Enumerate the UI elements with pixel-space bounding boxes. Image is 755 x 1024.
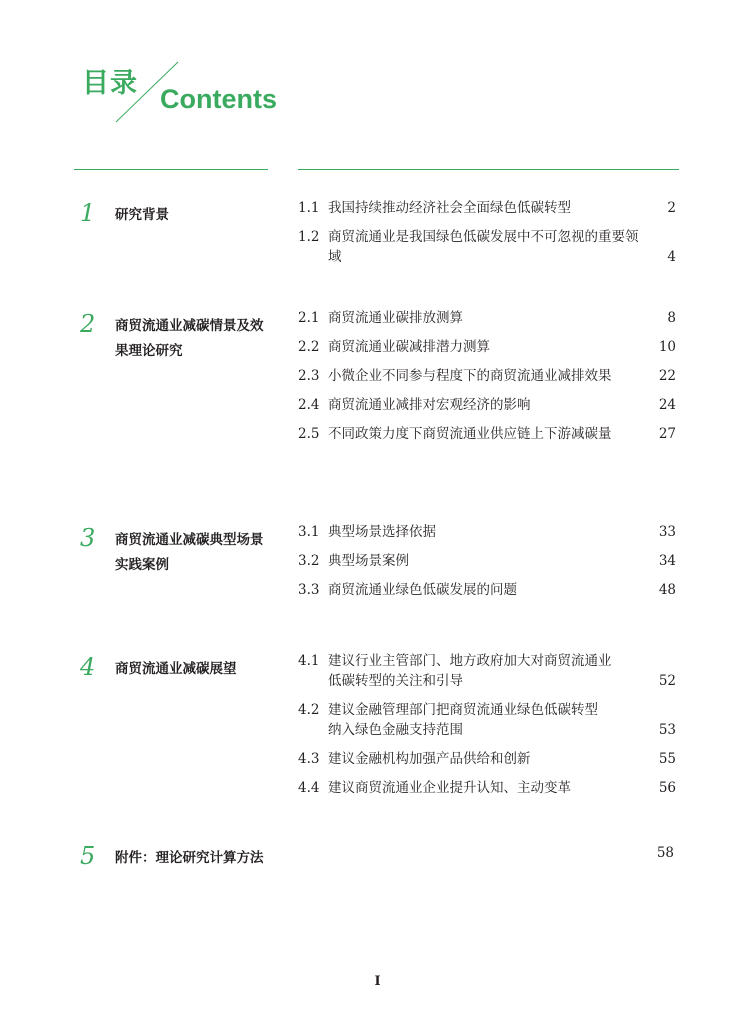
chapter-title: 附件：理论研究计算方法	[115, 850, 264, 866]
chapter-title: 商贸流通业减碳典型场景实践案例	[115, 532, 264, 573]
section-title: 商贸流通业碳排放测算	[328, 310, 463, 326]
section-title-line1: 建议行业主管部门、地方政府加大对商贸流通业	[328, 653, 612, 669]
chapter-1-sections	[298, 198, 676, 276]
section-number: 2.1	[298, 310, 320, 326]
page-number: 52	[658, 673, 676, 689]
section-title-line2: 纳入绿色金融支持范围	[328, 722, 463, 738]
chapter-3-sections	[298, 522, 676, 609]
section-number: 4.3	[298, 751, 320, 767]
chapter-title: 商贸流通业减碳情景及效果理论研究	[115, 318, 264, 359]
page-number: 27	[658, 426, 676, 442]
page-number: 8	[667, 310, 676, 326]
section-number: 3.3	[298, 582, 320, 598]
chapter-title: 商贸流通业减碳展望	[115, 661, 237, 677]
toc-entry[interactable]	[298, 749, 676, 769]
section-number: 3.2	[298, 553, 320, 569]
title-chinese: 目录	[82, 68, 138, 99]
page-number: 24	[658, 397, 676, 413]
section-number: 4.2	[298, 702, 320, 718]
section-title: 我国持续推动经济社会全面绿色低碳转型	[328, 200, 571, 216]
page-number: 58	[656, 845, 674, 861]
chapter-4-sections	[298, 651, 676, 807]
toc-entry[interactable]	[298, 227, 676, 267]
section-title: 商贸流通业是我国绿色低碳发展中不可忽视的重要领域	[328, 229, 639, 265]
toc-entry[interactable]	[298, 580, 676, 600]
section-title: 不同政策力度下商贸流通业供应链上下游减碳量	[328, 426, 612, 442]
toc-entry[interactable]	[298, 778, 676, 798]
toc-entry[interactable]	[298, 198, 676, 218]
toc-entry[interactable]	[298, 395, 676, 415]
section-number: 3.1	[298, 524, 320, 540]
page-number: 33	[658, 524, 676, 540]
chapter-number: 2	[80, 310, 96, 338]
section-title: 建议金融机构加强产品供给和创新	[328, 751, 531, 767]
page-number: 34	[658, 553, 676, 569]
toc-entry[interactable]	[298, 337, 676, 357]
section-title: 典型场景案例	[328, 553, 409, 569]
page-number: 55	[658, 751, 676, 767]
toc-entry[interactable]	[298, 424, 676, 444]
section-title: 小微企业不同参与程度下的商贸流通业减排效果	[328, 368, 612, 384]
section-number: 4.1	[298, 653, 320, 669]
section-number: 4.4	[298, 780, 320, 796]
chapter-number: 5	[80, 842, 96, 870]
section-number: 1.2	[298, 229, 320, 245]
toc-entry[interactable]	[298, 551, 676, 571]
toc-entry[interactable]	[298, 700, 676, 740]
chapter-number: 1	[80, 199, 96, 227]
toc-entry[interactable]	[298, 651, 676, 691]
divider-left	[74, 169, 268, 170]
section-title: 典型场景选择依据	[328, 524, 436, 540]
section-title: 商贸流通业减排对宏观经济的影响	[328, 397, 531, 413]
toc-entry[interactable]	[298, 522, 676, 542]
page-number: 10	[658, 339, 676, 355]
section-number: 1.1	[298, 200, 320, 216]
chapter-2-sections	[298, 308, 676, 453]
chapter-number: 4	[80, 653, 96, 681]
section-number: 2.4	[298, 397, 320, 413]
chapter-title: 研究背景	[115, 207, 169, 223]
page-number: 4	[667, 249, 676, 265]
section-number: 2.3	[298, 368, 320, 384]
section-title-line1: 建议金融管理部门把商贸流通业绿色低碳转型	[328, 702, 598, 718]
section-title: 建议商贸流通业企业提升认知、主动变革	[328, 780, 571, 796]
chapter-number: 3	[80, 524, 96, 552]
page-number: 2	[667, 200, 676, 216]
section-title: 商贸流通业碳减排潜力测算	[328, 339, 490, 355]
section-number: 2.2	[298, 339, 320, 355]
toc-entry[interactable]	[298, 308, 676, 328]
page-number: 48	[658, 582, 676, 598]
section-title-line2: 低碳转型的关注和引导	[328, 673, 463, 689]
divider-right	[298, 169, 679, 170]
section-number: 2.5	[298, 426, 320, 442]
toc-entry[interactable]	[298, 366, 676, 386]
section-title: 商贸流通业绿色低碳发展的问题	[328, 582, 517, 598]
page-number: 56	[658, 780, 676, 796]
page-number: 22	[658, 368, 676, 384]
page-number: 53	[658, 722, 676, 738]
page-folio: I	[374, 974, 381, 989]
title-english: Contents	[160, 84, 277, 114]
